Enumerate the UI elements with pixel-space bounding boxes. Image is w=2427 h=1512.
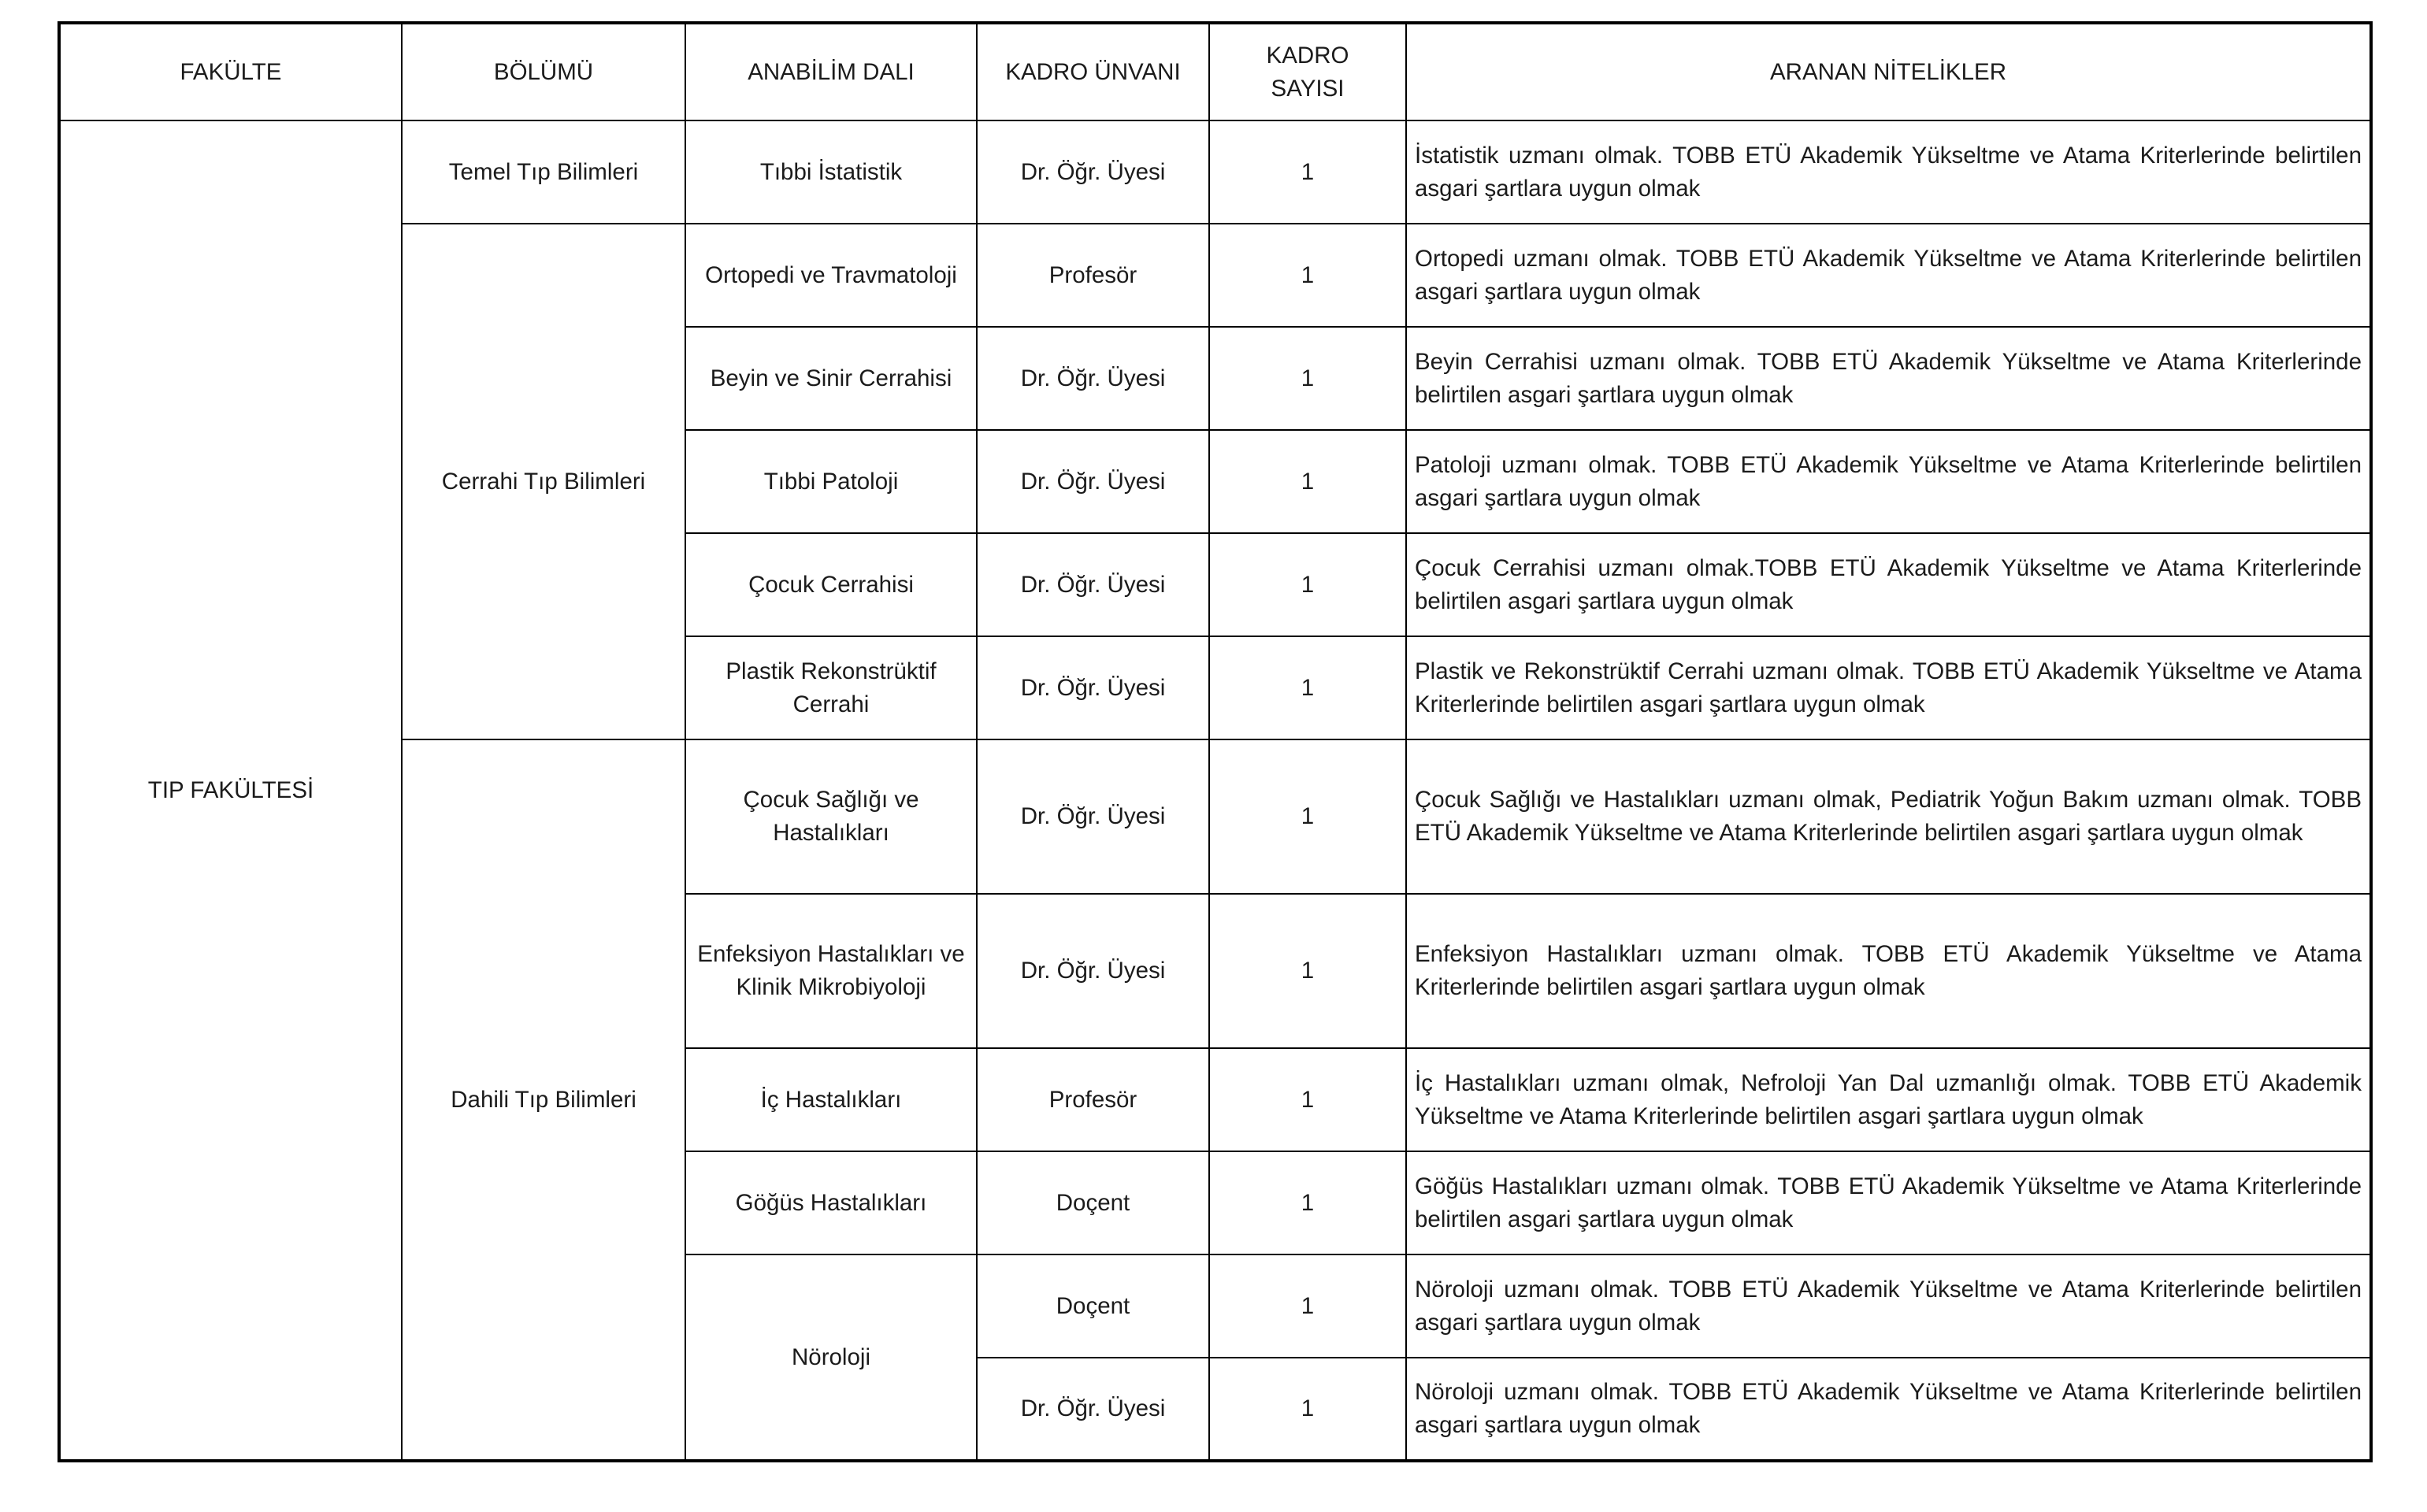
cell-kadro-unvani: Dr. Öğr. Üyesi <box>977 739 1209 894</box>
cell-anabilim-dali: Çocuk Cerrahisi <box>685 533 977 636</box>
header-aranan-nitelikler: ARANAN NİTELİKLER <box>1406 23 2371 120</box>
cell-kadro-sayisi: 1 <box>1209 636 1406 739</box>
cell-kadro-unvani: Doçent <box>977 1151 1209 1254</box>
cell-kadro-sayisi: 1 <box>1209 327 1406 430</box>
cell-kadro-sayisi: 1 <box>1209 120 1406 224</box>
cell-bolum: Cerrahi Tıp Bilimleri <box>402 224 685 739</box>
cell-anabilim-dali: Plastik Rekonstrüktif Cerrahi <box>685 636 977 739</box>
cell-bolum: Dahili Tıp Bilimleri <box>402 739 685 1461</box>
cell-kadro-sayisi: 1 <box>1209 1358 1406 1461</box>
cell-nitelikler: Nöroloji uzmanı olmak. TOBB ETÜ Akademik Yükseltme ve Atama Kriterlerinde belirtilen asgari şartlara uygun olmak <box>1406 1358 2371 1461</box>
table-row <box>59 120 2371 224</box>
cell-kadro-unvani: Dr. Öğr. Üyesi <box>977 1358 1209 1461</box>
header-kadro-sayisi <box>1209 23 1406 120</box>
cell-nitelikler: Ortopedi uzmanı olmak. TOBB ETÜ Akademik Yükseltme ve Atama Kriterlerinde belirtilen asgari şartlara uygun olmak <box>1406 224 2371 327</box>
cell-nitelikler: Çocuk Sağlığı ve Hastalıkları uzmanı olmak, Pediatrik Yoğun Bakım uzmanı olmak. TOBB ETÜ Akademik Yükseltme ve Atama Kriterlerinde belirtilen asgari şartlara uygun olmak <box>1406 739 2371 894</box>
cell-anabilim-dali: İç Hastalıkları <box>685 1048 977 1151</box>
cell-kadro-sayisi: 1 <box>1209 1254 1406 1358</box>
cell-anabilim-dali: Beyin ve Sinir Cerrahisi <box>685 327 977 430</box>
cell-anabilim-dali: Göğüs Hastalıkları <box>685 1151 977 1254</box>
cell-kadro-sayisi: 1 <box>1209 739 1406 894</box>
cell-kadro-unvani: Dr. Öğr. Üyesi <box>977 894 1209 1048</box>
cell-kadro-sayisi: 1 <box>1209 894 1406 1048</box>
cell-kadro-unvani: Dr. Öğr. Üyesi <box>977 636 1209 739</box>
cell-anabilim-dali: Nöroloji <box>685 1254 977 1461</box>
header-kadro-sayisi-label: KADRO SAYISI <box>1266 42 1349 102</box>
header-kadro-unvani: KADRO ÜNVANI <box>977 23 1209 120</box>
header-bolumu: BÖLÜMÜ <box>402 23 685 120</box>
cell-nitelikler: Plastik ve Rekonstrüktif Cerrahi uzmanı olmak. TOBB ETÜ Akademik Yükseltme ve Atama Kriterlerinde belirtilen asgari şartlara uygun olmak <box>1406 636 2371 739</box>
positions-table <box>58 21 2373 1462</box>
cell-nitelikler: Enfeksiyon Hastalıkları uzmanı olmak. TOBB ETÜ Akademik Yükseltme ve Atama Kriterlerinde belirtilen asgari şartlara uygun olmak <box>1406 894 2371 1048</box>
cell-kadro-unvani: Doçent <box>977 1254 1209 1358</box>
cell-nitelikler: Göğüs Hastalıkları uzmanı olmak. TOBB ETÜ Akademik Yükseltme ve Atama Kriterlerinde belirtilen asgari şartlara uygun olmak <box>1406 1151 2371 1254</box>
cell-kadro-sayisi: 1 <box>1209 533 1406 636</box>
cell-nitelikler: Patoloji uzmanı olmak. TOBB ETÜ Akademik Yükseltme ve Atama Kriterlerinde belirtilen asgari şartlara uygun olmak <box>1406 430 2371 533</box>
header-fakulte: FAKÜLTE <box>59 23 402 120</box>
cell-anabilim-dali: Ortopedi ve Travmatoloji <box>685 224 977 327</box>
cell-nitelikler: Beyin Cerrahisi uzmanı olmak. TOBB ETÜ Akademik Yükseltme ve Atama Kriterlerinde belirtilen asgari şartlara uygun olmak <box>1406 327 2371 430</box>
cell-fakulte: TIP FAKÜLTESİ <box>59 120 402 1461</box>
cell-kadro-unvani: Dr. Öğr. Üyesi <box>977 533 1209 636</box>
table-row <box>59 739 2371 894</box>
cell-anabilim-dali: Tıbbi İstatistik <box>685 120 977 224</box>
cell-kadro-unvani: Dr. Öğr. Üyesi <box>977 120 1209 224</box>
cell-anabilim-dali: Enfeksiyon Hastalıkları ve Klinik Mikrobiyoloji <box>685 894 977 1048</box>
cell-kadro-unvani: Profesör <box>977 1048 1209 1151</box>
cell-kadro-unvani: Profesör <box>977 224 1209 327</box>
table-row <box>59 224 2371 327</box>
header-anabilim-dali: ANABİLİM DALI <box>685 23 977 120</box>
cell-kadro-sayisi: 1 <box>1209 1048 1406 1151</box>
cell-nitelikler: İç Hastalıkları uzmanı olmak, Nefroloji Yan Dal uzmanlığı olmak. TOBB ETÜ Akademik Yükseltme ve Atama Kriterlerinde belirtilen asgari şartlara uygun olmak <box>1406 1048 2371 1151</box>
cell-bolum: Temel Tıp Bilimleri <box>402 120 685 224</box>
cell-kadro-sayisi: 1 <box>1209 224 1406 327</box>
cell-nitelikler: İstatistik uzmanı olmak. TOBB ETÜ Akademik Yükseltme ve Atama Kriterlerinde belirtilen asgari şartlara uygun olmak <box>1406 120 2371 224</box>
cell-anabilim-dali: Tıbbi Patoloji <box>685 430 977 533</box>
cell-kadro-unvani: Dr. Öğr. Üyesi <box>977 430 1209 533</box>
cell-kadro-sayisi: 1 <box>1209 430 1406 533</box>
cell-kadro-unvani: Dr. Öğr. Üyesi <box>977 327 1209 430</box>
cell-anabilim-dali: Çocuk Sağlığı ve Hastalıkları <box>685 739 977 894</box>
cell-nitelikler: Nöroloji uzmanı olmak. TOBB ETÜ Akademik Yükseltme ve Atama Kriterlerinde belirtilen asgari şartlara uygun olmak <box>1406 1254 2371 1358</box>
cell-nitelikler: Çocuk Cerrahisi uzmanı olmak.TOBB ETÜ Akademik Yükseltme ve Atama Kriterlerinde belirtilen asgari şartlara uygun olmak <box>1406 533 2371 636</box>
cell-kadro-sayisi: 1 <box>1209 1151 1406 1254</box>
header-row <box>59 23 2371 120</box>
